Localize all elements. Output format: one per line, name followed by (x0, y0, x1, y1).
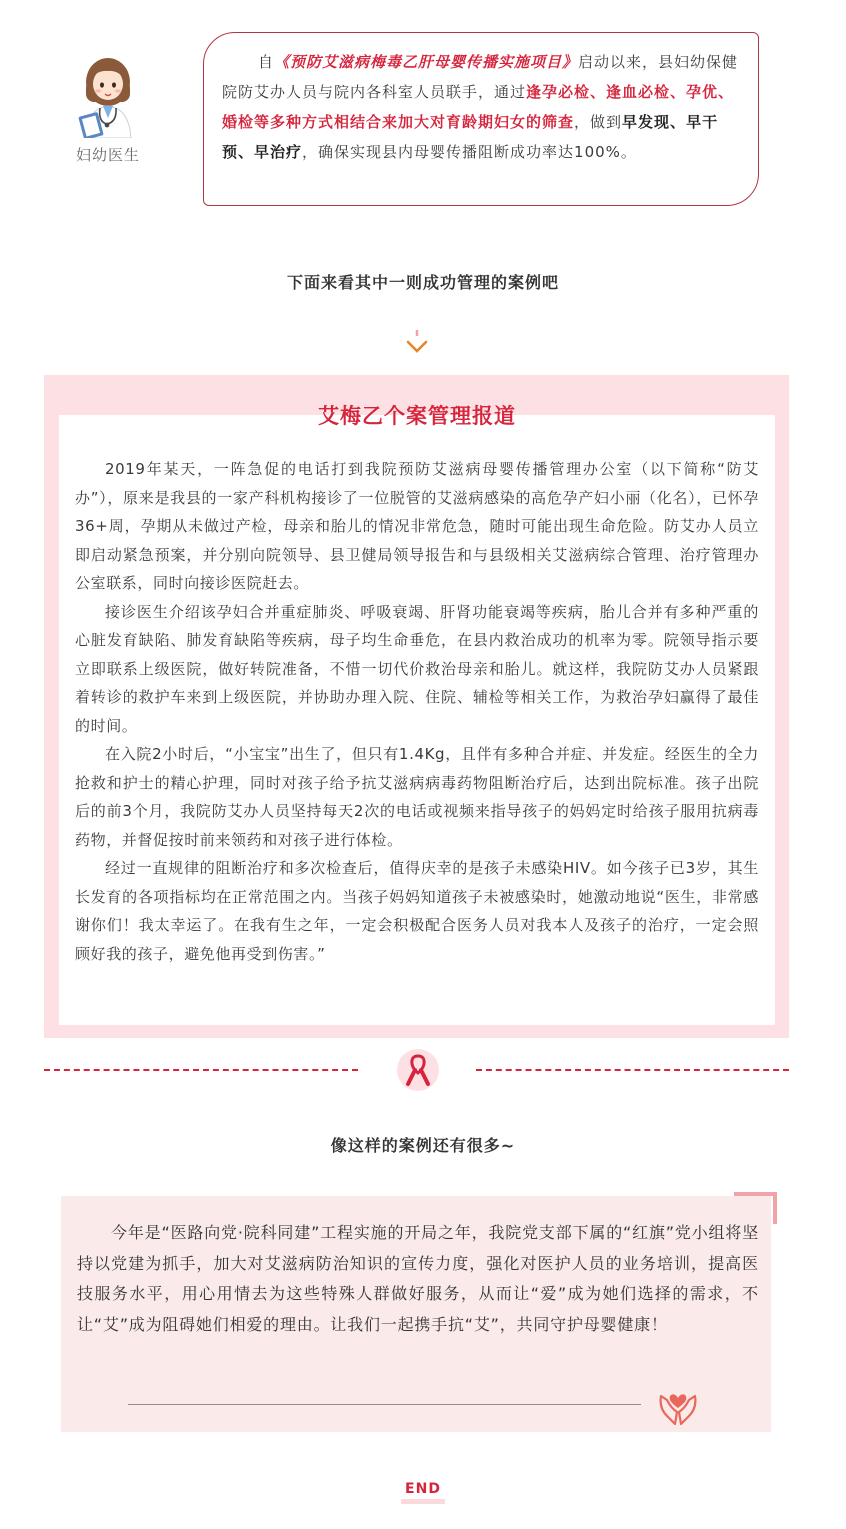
closing-text (77, 1218, 759, 1340)
early-treatment: 早治疗 (254, 143, 303, 161)
intro-bubble (203, 32, 759, 206)
case-paragraph: 经过一直规律的阻断治疗和多次检查后，值得庆幸的是孩子未感染HIV。如今孩子已3岁，其生长发育的各项指标均在正常范围之内。当孩子妈妈知道孩子未被感染时，她激动地说“医生，非常感谢你们！我太幸运了。在我有生之年，一定会积极配合医务人员对我本人及孩子的治疗，一定会照顾好我的孩子，避免他再受到伤害。” (75, 859, 759, 963)
section-title-case: 下面来看其中一则成功管理的案例吧 (286, 273, 559, 292)
separator: 、 (238, 143, 255, 161)
divider-left (44, 1069, 358, 1071)
doctor-icon (73, 52, 143, 138)
intro-text-4: ，确保实现县内母婴传播阻断成功率达100%。 (302, 143, 637, 161)
case-paragraph: 在入院2小时后，“小宝宝”出生了，但只有1.4Kg，且伴有多种合并症、并发症。经医生的全力抢救和护士的精心护理，同时对孩子给予抗艾滋病病毒药物阻断治疗后，达到出院标准。孩子出院后的前3个月，我院防艾办人员坚持每天2次的电话或视频来指导孩子的妈妈定时给孩子服用抗病毒药物，并督促按时前来领药和对孩子进行体检。 (75, 745, 759, 849)
project-name: 《预防艾滋病梅毒乙肝母婴传播实施项目》 (274, 53, 579, 71)
red-ribbon-icon (396, 1048, 440, 1092)
separator: 、 (670, 113, 687, 131)
closing-divider (128, 1404, 641, 1405)
early-detection: 早发现 (622, 113, 671, 131)
section-title-more: 像这样的案例还有很多~ (330, 1136, 516, 1155)
doctor-label: 妇幼医生 (75, 146, 140, 164)
closing-paragraph: 今年是“医路向党·院科同建”工程实施的开局之年，我院党支部下属的“红旗”党小组将坚持以党建为抓手，加大对艾滋病防治知识的宣传力度，强化对医护人员的业务培训，提高医技服务水平，用心用情去为这些特殊人群做好服务，从而让“爱”成为她们选择的需求，不让“艾”成为阻碍她们相爱的理由。让我们一起携手抗“艾”，共同守护母婴健康！ (77, 1223, 759, 1334)
hands-heart-icon (655, 1382, 701, 1426)
case-body (75, 455, 759, 968)
early-intervention: 早干预 (222, 113, 719, 161)
case-paragraph: 2019年某天，一阵急促的电话打到我院预防艾滋病母婴传播管理办公室（以下简称“防艾办”），原来是我县的一家产科机构接诊了一位脱管的艾滋病感染的高危孕产妇小丽（化名），已怀孕36+周，孕期从未做过产检，母亲和胎儿的情况非常危急，随时可能出现生命危险。防艾办人员立即启动紧急预案，并分别向院领导、县卫健局领导报告和与县级相关艾滋病综合管理、治疗管理办公室联系，同时向接诊医院赶去。 (75, 460, 759, 592)
end-label: END (401, 1481, 445, 1504)
chevron-down-icon (406, 330, 428, 354)
case-paragraph: 接诊医生介绍该孕妇合并重症肺炎、呼吸衰竭、肝肾功能衰竭等疾病，胎儿合并有多种严重的心脏发育缺陷、肺发育缺陷等疾病，母子均生命垂危，在县内救治成功的机率为零。院领导指示要立即联系上级医院，做好转院准备，不惜一切代价救治母亲和胎儿。就这样，我院防艾办人员紧跟着转诊的救护车来到上级医院，并协助办理入院、住院、辅检等相关工作，为救治孕妇赢得了最佳的时间。 (75, 602, 759, 735)
case-title: 艾梅乙个案管理报道 (318, 404, 516, 428)
divider-right (476, 1069, 789, 1071)
doctor-avatar (62, 52, 154, 165)
intro-text-1: 自 (258, 53, 275, 71)
intro-text-2: 启动以来，县妇幼保健院防艾办人员与院内各科室人员联手，通过 (222, 53, 739, 101)
screening-methods: 逢孕必检、逢血必检、孕优、婚检等多种方式相结合来加大对育龄期妇女的筛查 (222, 83, 735, 131)
intro-text-3: ，做到 (574, 113, 623, 131)
end-marker (0, 1478, 846, 1504)
